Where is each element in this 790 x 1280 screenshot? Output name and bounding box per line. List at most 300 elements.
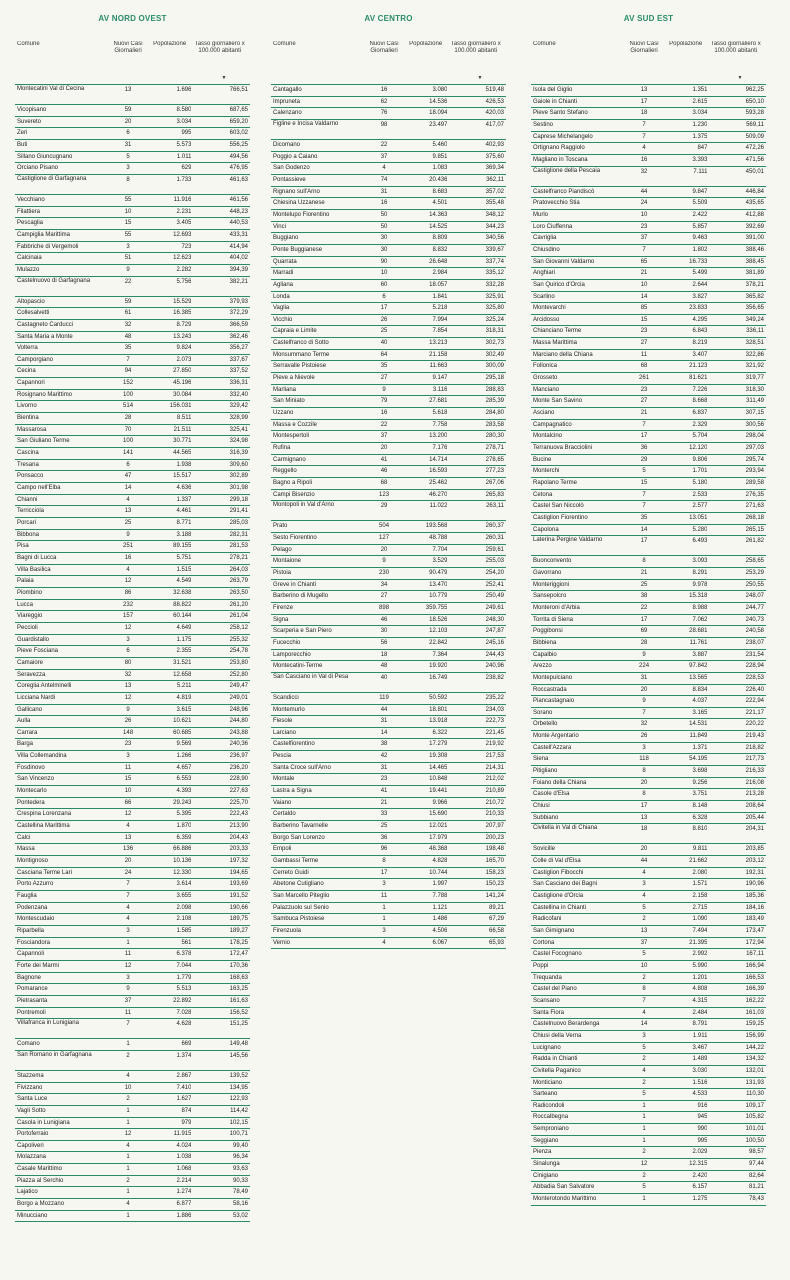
header-popolazione[interactable]: Popolazione xyxy=(669,41,703,47)
cell-nuovi-casi: 44 xyxy=(380,706,388,713)
cell-tasso: 250,55 xyxy=(745,581,764,588)
cell-comune: Asciano xyxy=(533,410,555,417)
cell-nuovi-casi: 16 xyxy=(380,200,388,207)
cell-comune: Montecarlo xyxy=(17,788,47,795)
cell-nuovi-casi: 24 xyxy=(124,869,132,876)
cell-nuovi-casi: 7 xyxy=(642,503,646,510)
header-comune[interactable]: Comune xyxy=(273,41,296,47)
cell-popolazione: 1.337 xyxy=(176,496,192,503)
cell-tasso: 203,33 xyxy=(229,846,248,853)
cell-tasso: 90,33 xyxy=(232,1177,248,1184)
header-popolazione[interactable]: Popolazione xyxy=(409,41,443,47)
cell-popolazione: 3.751 xyxy=(692,791,708,798)
cell-nuovi-casi: 4 xyxy=(126,566,130,573)
cell-comune: Castelnuovo Berardenga xyxy=(533,1021,600,1028)
cell-tasso: 204,43 xyxy=(229,834,248,841)
cell-popolazione: 4.037 xyxy=(692,698,708,705)
cell-nuovi-casi: 224 xyxy=(639,663,650,670)
table-row xyxy=(531,961,766,973)
cell-comune: Pisa xyxy=(17,543,29,550)
header-nuovi-casi[interactable]: Nuovi Casi Giornalieri xyxy=(629,41,659,54)
cell-popolazione: 13.565 xyxy=(689,674,708,681)
cell-tasso: 221,45 xyxy=(485,729,504,736)
cell-popolazione: 44.565 xyxy=(173,450,192,457)
cell-nuovi-casi: 2 xyxy=(126,1177,130,1184)
table-row xyxy=(15,949,250,961)
cell-comune: Civitella Paganico xyxy=(533,1067,581,1074)
cell-comune: San Quirico d'Orcia xyxy=(533,281,585,288)
cell-popolazione: 2.992 xyxy=(692,951,708,958)
table-row xyxy=(271,591,506,603)
table-row xyxy=(15,163,250,175)
cell-tasso: 150,23 xyxy=(485,881,504,888)
cell-tasso: 337,74 xyxy=(485,258,504,265)
cell-popolazione: 8.729 xyxy=(176,321,192,328)
cell-comune: Buonconvento xyxy=(533,558,572,565)
table-row xyxy=(531,1147,766,1159)
cell-nuovi-casi: 80 xyxy=(124,659,132,666)
cell-popolazione: 14.363 xyxy=(429,211,448,218)
cell-comune: Sarteano xyxy=(533,1091,558,1098)
cell-comune: Castiglione della Pescaia xyxy=(533,167,601,174)
cell-comune: Sovicille xyxy=(533,846,556,853)
cell-nuovi-casi: 29 xyxy=(640,456,648,463)
table-row xyxy=(15,207,250,219)
cell-tasso: 420,03 xyxy=(485,110,504,117)
table-row xyxy=(531,420,766,432)
cell-nuovi-casi: 22 xyxy=(124,278,132,285)
cell-nuovi-casi: 7 xyxy=(126,1021,130,1028)
cell-comune: Porto Azzurro xyxy=(17,881,54,888)
table-row xyxy=(271,455,506,467)
table-row xyxy=(271,140,506,152)
cell-tasso: 378,21 xyxy=(745,281,764,288)
cell-nuovi-casi: 1 xyxy=(126,1119,130,1126)
cell-nuovi-casi: 48 xyxy=(124,333,132,340)
cell-tasso: 236,20 xyxy=(229,764,248,771)
cell-nuovi-casi: 35 xyxy=(124,345,132,352)
cell-comune: Castelfranco di Sotto xyxy=(273,340,329,347)
cell-tasso: 329,42 xyxy=(229,403,248,410)
cell-popolazione: 5.460 xyxy=(432,141,448,148)
table-row xyxy=(531,708,766,720)
cell-nuovi-casi: 1 xyxy=(642,1126,646,1133)
cell-popolazione: 5.618 xyxy=(432,410,448,417)
cell-nuovi-casi: 79 xyxy=(380,398,388,405)
cell-popolazione: 916 xyxy=(697,1102,708,1109)
cell-popolazione: 874 xyxy=(181,1107,192,1114)
cell-nuovi-casi: 25 xyxy=(640,581,648,588)
table-row xyxy=(271,809,506,821)
table-row xyxy=(15,693,250,705)
cell-tasso: 134,95 xyxy=(229,1084,248,1091)
cell-tasso: 161,63 xyxy=(229,997,248,1004)
cell-nuovi-casi: 14 xyxy=(640,293,648,300)
cell-nuovi-casi: 50 xyxy=(380,211,388,218)
cell-nuovi-casi: 34 xyxy=(380,581,388,588)
table-row xyxy=(531,1019,766,1031)
cell-tasso: 283,58 xyxy=(485,421,504,428)
cell-popolazione: 21.158 xyxy=(429,351,448,358)
cell-tasso: 249,47 xyxy=(229,683,248,690)
cell-tasso: 234,03 xyxy=(485,706,504,713)
cell-comune: Borgo a Mozzano xyxy=(17,1201,65,1208)
cell-popolazione: 2.073 xyxy=(176,356,192,363)
cell-comune: Gaiole in Chianti xyxy=(533,98,578,105)
cell-comune: Fucecchio xyxy=(273,639,301,646)
cell-comune: Campo nell'Elba xyxy=(17,485,61,492)
cell-comune: Pratovecchio Stia xyxy=(533,200,580,207)
table-row xyxy=(531,1054,766,1066)
table-row xyxy=(15,833,250,845)
cell-comune: Casola in Lunigiana xyxy=(17,1119,70,1126)
cell-nuovi-casi: 8 xyxy=(382,858,386,865)
table-row xyxy=(531,949,766,961)
cell-comune: Capolona xyxy=(533,526,559,533)
cell-comune: Marciano della Chiana xyxy=(533,351,593,358)
header-tasso[interactable] xyxy=(191,41,250,84)
table-row xyxy=(15,844,250,856)
cell-nuovi-casi: 15 xyxy=(124,776,132,783)
cell-comune: Vernio xyxy=(273,939,291,946)
cell-nuovi-casi: 18 xyxy=(640,826,648,833)
table-row xyxy=(15,152,250,164)
cell-nuovi-casi: 31 xyxy=(380,188,388,195)
cell-popolazione: 3.467 xyxy=(692,1044,708,1051)
cell-tasso: 219,92 xyxy=(485,741,504,748)
sort-desc-icon[interactable]: ▼ xyxy=(221,75,227,81)
section-title: AV NORD OVEST xyxy=(98,14,167,23)
cell-nuovi-casi: 12 xyxy=(124,694,132,701)
cell-nuovi-casi: 7 xyxy=(642,121,646,128)
cell-nuovi-casi: 12 xyxy=(124,962,132,969)
cell-comune: Marradi xyxy=(273,270,294,277)
header-comune[interactable]: Comune xyxy=(17,41,40,47)
cell-tasso: 962,25 xyxy=(745,87,764,93)
table-row xyxy=(15,914,250,926)
table-row xyxy=(271,373,506,385)
cell-nuovi-casi: 70 xyxy=(124,426,132,433)
sort-desc-icon[interactable]: ▼ xyxy=(737,75,743,81)
cell-tasso: 375,60 xyxy=(485,153,504,160)
cell-comune: Forte dei Marmi xyxy=(17,962,60,969)
cell-popolazione: 7.044 xyxy=(176,962,192,969)
cell-nuovi-casi: 41 xyxy=(380,456,388,463)
cell-tasso: 322,86 xyxy=(745,351,764,358)
table-row xyxy=(531,1066,766,1078)
table-row xyxy=(15,448,250,460)
table-row xyxy=(271,693,506,705)
table-row xyxy=(531,385,766,397)
table-row xyxy=(531,615,766,627)
header-tasso[interactable] xyxy=(707,41,766,84)
table-row xyxy=(15,175,250,195)
cell-nuovi-casi: 17 xyxy=(640,803,648,810)
cell-nuovi-casi: 13 xyxy=(640,87,648,93)
cell-nuovi-casi: 8 xyxy=(642,986,646,993)
table-row xyxy=(531,973,766,985)
cell-tasso: 253,80 xyxy=(229,659,248,666)
cell-nuovi-casi: 9 xyxy=(642,651,646,658)
cell-popolazione: 9.978 xyxy=(692,581,708,588)
cell-popolazione: 2.420 xyxy=(692,1172,708,1179)
cell-popolazione: 97.842 xyxy=(689,663,708,670)
cell-tasso: 519,48 xyxy=(485,87,504,93)
cell-tasso: 203,85 xyxy=(745,846,764,853)
cell-popolazione: 27.681 xyxy=(429,398,448,405)
table-row xyxy=(531,501,766,513)
cell-nuovi-casi: 1 xyxy=(126,939,130,946)
cell-comune: Collesalvetti xyxy=(17,310,50,317)
cell-tasso: 325,41 xyxy=(229,426,248,433)
cell-tasso: 240,96 xyxy=(485,663,504,670)
sort-desc-icon[interactable]: ▼ xyxy=(477,75,483,81)
cell-nuovi-casi: 46 xyxy=(380,468,388,475)
cell-comune: Pontassieve xyxy=(273,176,306,183)
table-row xyxy=(15,670,250,682)
cell-popolazione: 18.094 xyxy=(429,110,448,117)
cell-popolazione: 14.714 xyxy=(429,456,448,463)
cell-tasso: 412,88 xyxy=(745,211,764,218)
cell-nuovi-casi: 8 xyxy=(642,768,646,775)
cell-comune: Campi Bisenzio xyxy=(273,491,315,498)
table-row xyxy=(531,1171,766,1183)
cell-comune: Caprese Michelangelo xyxy=(533,133,593,140)
table-row xyxy=(531,1124,766,1136)
cell-tasso: 603,02 xyxy=(229,130,248,137)
cell-nuovi-casi: 9 xyxy=(126,531,130,538)
cell-tasso: 194,65 xyxy=(229,869,248,876)
cell-tasso: 255,32 xyxy=(229,636,248,643)
cell-comune: Cecina xyxy=(17,368,36,375)
cell-comune: Gavorrano xyxy=(533,569,562,576)
cell-popolazione: 359.755 xyxy=(425,604,448,611)
header-popolazione[interactable]: Popolazione xyxy=(153,41,187,47)
cell-tasso: 321,92 xyxy=(745,363,764,370)
cell-nuovi-casi: 9 xyxy=(126,706,130,713)
cell-popolazione: 2.158 xyxy=(692,893,708,899)
cell-nuovi-casi: 37 xyxy=(380,433,388,440)
cell-comune: Vecchiano xyxy=(17,196,45,203)
section-av-nord-ovest xyxy=(15,14,250,1222)
cell-nuovi-casi: 90 xyxy=(380,258,388,265)
cell-comune: Sillano Giuncugnano xyxy=(17,153,73,160)
cell-tasso: 340,56 xyxy=(485,235,504,242)
table-row xyxy=(531,443,766,455)
cell-nuovi-casi: 4 xyxy=(642,1009,646,1016)
table-row xyxy=(271,705,506,717)
cell-comune: Santa Maria a Monte xyxy=(17,333,73,340)
table-row xyxy=(15,926,250,938)
cell-popolazione: 7.788 xyxy=(432,893,448,899)
table-row xyxy=(531,568,766,580)
cell-tasso: 291,41 xyxy=(229,508,248,515)
cell-tasso: 356,27 xyxy=(229,345,248,352)
cell-nuovi-casi: 37 xyxy=(124,997,132,1004)
cell-tasso: 218,82 xyxy=(745,744,764,751)
cell-comune: Castelfiorentino xyxy=(273,741,315,748)
cell-tasso: 248,07 xyxy=(745,593,764,600)
cell-popolazione: 15.517 xyxy=(173,473,192,480)
cell-tasso: 213,90 xyxy=(229,823,248,830)
table-row xyxy=(15,705,250,717)
cell-popolazione: 28.681 xyxy=(689,628,708,635)
table-row xyxy=(271,338,506,350)
table-row xyxy=(271,175,506,187)
cell-nuovi-casi: 4 xyxy=(642,145,646,152)
table-row xyxy=(271,257,506,269)
cell-popolazione: 3.407 xyxy=(692,351,708,358)
cell-tasso: 357,02 xyxy=(485,188,504,195)
header-nuovi-casi[interactable]: Nuovi Casi Giornalieri xyxy=(113,41,143,54)
cell-nuovi-casi: 9 xyxy=(126,986,130,993)
cell-popolazione: 21.395 xyxy=(689,939,708,946)
header-comune[interactable]: Comune xyxy=(533,41,556,47)
cell-popolazione: 29.243 xyxy=(173,799,192,806)
cell-tasso: 158,23 xyxy=(485,869,504,876)
section-title: AV SUD EST xyxy=(623,14,674,23)
table-header xyxy=(15,41,250,85)
cell-popolazione: 21.511 xyxy=(173,426,192,433)
cell-tasso: 105,82 xyxy=(745,1114,764,1121)
cell-nuovi-casi: 152 xyxy=(123,380,134,387)
cell-tasso: 267,06 xyxy=(485,480,504,486)
table-row xyxy=(15,658,250,670)
cell-comune: Lucignano xyxy=(533,1044,561,1051)
cell-tasso: 285,03 xyxy=(229,520,248,526)
cell-tasso: 509,09 xyxy=(745,133,764,140)
table-row xyxy=(531,155,766,167)
cell-nuovi-casi: 38 xyxy=(380,741,388,748)
cell-comune: Castellina Marittima xyxy=(17,823,70,830)
cell-comune: Dicomano xyxy=(273,141,301,148)
cell-nuovi-casi: 10 xyxy=(124,788,132,795)
cell-tasso: 277,23 xyxy=(485,468,504,475)
table-row xyxy=(531,1101,766,1113)
table-row xyxy=(15,1176,250,1188)
cell-comune: Quarrata xyxy=(273,258,297,265)
cell-tasso: 261,04 xyxy=(229,613,248,620)
cell-tasso: 78,49 xyxy=(232,1189,248,1196)
cell-nuovi-casi: 65 xyxy=(640,258,648,265)
cell-tasso: 168,63 xyxy=(229,974,248,981)
cell-popolazione: 8.988 xyxy=(692,604,708,611)
cell-tasso: 260,37 xyxy=(485,523,504,530)
cell-comune: Massa e Cozzile xyxy=(273,421,318,428)
cell-comune: Casciana Terme Lari xyxy=(17,869,72,876)
table-row xyxy=(15,1141,250,1153)
cell-popolazione: 13.470 xyxy=(429,581,448,588)
header-nuovi-casi[interactable]: Nuovi Casi Giornalieri xyxy=(369,41,399,54)
cell-popolazione: 2.644 xyxy=(692,281,708,288)
cell-popolazione: 12.120 xyxy=(689,445,708,452)
table-row xyxy=(531,315,766,327)
cell-popolazione: 1.997 xyxy=(432,881,448,888)
cell-nuovi-casi: 9 xyxy=(126,266,130,273)
cell-tasso: 300,09 xyxy=(485,363,504,370)
cell-nuovi-casi: 6 xyxy=(126,648,130,655)
cell-popolazione: 22.842 xyxy=(429,639,448,646)
cell-tasso: 165,70 xyxy=(485,858,504,865)
cell-popolazione: 9.966 xyxy=(432,799,448,806)
cell-popolazione: 8.148 xyxy=(692,803,708,810)
cell-tasso: 569,11 xyxy=(746,121,764,128)
cell-comune: Coreglia Antelminelli xyxy=(17,683,72,690)
cell-comune: Prato xyxy=(273,523,288,530)
cell-popolazione: 2.214 xyxy=(176,1177,192,1184)
cell-nuovi-casi: 20 xyxy=(640,779,648,786)
cell-tasso: 316,39 xyxy=(229,450,248,457)
cell-comune: Buti xyxy=(17,141,28,148)
cell-popolazione: 7.758 xyxy=(432,421,448,428)
cell-tasso: 417,07 xyxy=(485,121,504,128)
cell-tasso: 260,31 xyxy=(485,534,504,541)
table-row xyxy=(15,471,250,483)
cell-tasso: 394,39 xyxy=(229,266,248,273)
cell-popolazione: 6.378 xyxy=(176,951,192,958)
cell-tasso: 344,23 xyxy=(485,223,504,230)
cell-comune: Montevarchi xyxy=(533,305,566,312)
cell-nuovi-casi: 11 xyxy=(124,951,132,958)
table-row xyxy=(531,513,766,525)
table-row xyxy=(271,774,506,786)
cell-nuovi-casi: 136 xyxy=(123,846,134,853)
cell-nuovi-casi: 32 xyxy=(640,168,648,175)
cell-tasso: 249,01 xyxy=(229,694,248,701)
header-tasso[interactable] xyxy=(447,41,506,84)
cell-comune: Uzzano xyxy=(273,410,294,417)
cell-tasso: 98,57 xyxy=(748,1149,764,1156)
cell-comune: Terricciola xyxy=(17,508,45,515)
table-row xyxy=(271,408,506,420)
cell-tasso: 336,11 xyxy=(746,328,764,335)
cell-comune: Cetona xyxy=(533,491,553,498)
table-row xyxy=(271,844,506,856)
table-row xyxy=(15,506,250,518)
cell-tasso: 265,15 xyxy=(745,526,764,533)
cell-nuovi-casi: 44 xyxy=(640,858,648,865)
cell-tasso: 212,02 xyxy=(485,776,504,783)
cell-nuovi-casi: 1 xyxy=(642,1102,646,1109)
cell-popolazione: 3.030 xyxy=(692,1067,708,1074)
cell-comune: Lucca xyxy=(17,601,34,608)
cell-tasso: 446,84 xyxy=(745,188,764,195)
cell-nuovi-casi: 23 xyxy=(640,223,648,230)
cell-popolazione: 3.615 xyxy=(176,706,192,713)
cell-nuovi-casi: 10 xyxy=(640,281,648,288)
table-row xyxy=(15,565,250,577)
cell-popolazione: 15.690 xyxy=(429,811,448,818)
cell-popolazione: 18.526 xyxy=(429,616,448,623)
cell-tasso: 650,10 xyxy=(745,98,764,105)
cell-popolazione: 2.108 xyxy=(176,916,192,923)
cell-nuovi-casi: 25 xyxy=(380,328,388,335)
table-row xyxy=(15,401,250,413)
cell-nuovi-casi: 4 xyxy=(642,893,646,899)
cell-nuovi-casi: 127 xyxy=(379,534,390,541)
cell-popolazione: 4.808 xyxy=(692,986,708,993)
cell-popolazione: 6.157 xyxy=(692,1184,708,1191)
table-row xyxy=(15,1106,250,1118)
header-tasso-label: Tasso giornaliero x 100.000 abitanti xyxy=(194,41,245,54)
cell-tasso: 159,25 xyxy=(745,1021,764,1028)
cell-tasso: 295,74 xyxy=(745,456,764,463)
cell-popolazione: 8.668 xyxy=(692,398,708,405)
cell-comune: Castel Focognano xyxy=(533,951,582,958)
table-row xyxy=(531,879,766,891)
cell-tasso: 166,39 xyxy=(745,986,764,993)
cell-popolazione: 8.834 xyxy=(692,686,708,693)
